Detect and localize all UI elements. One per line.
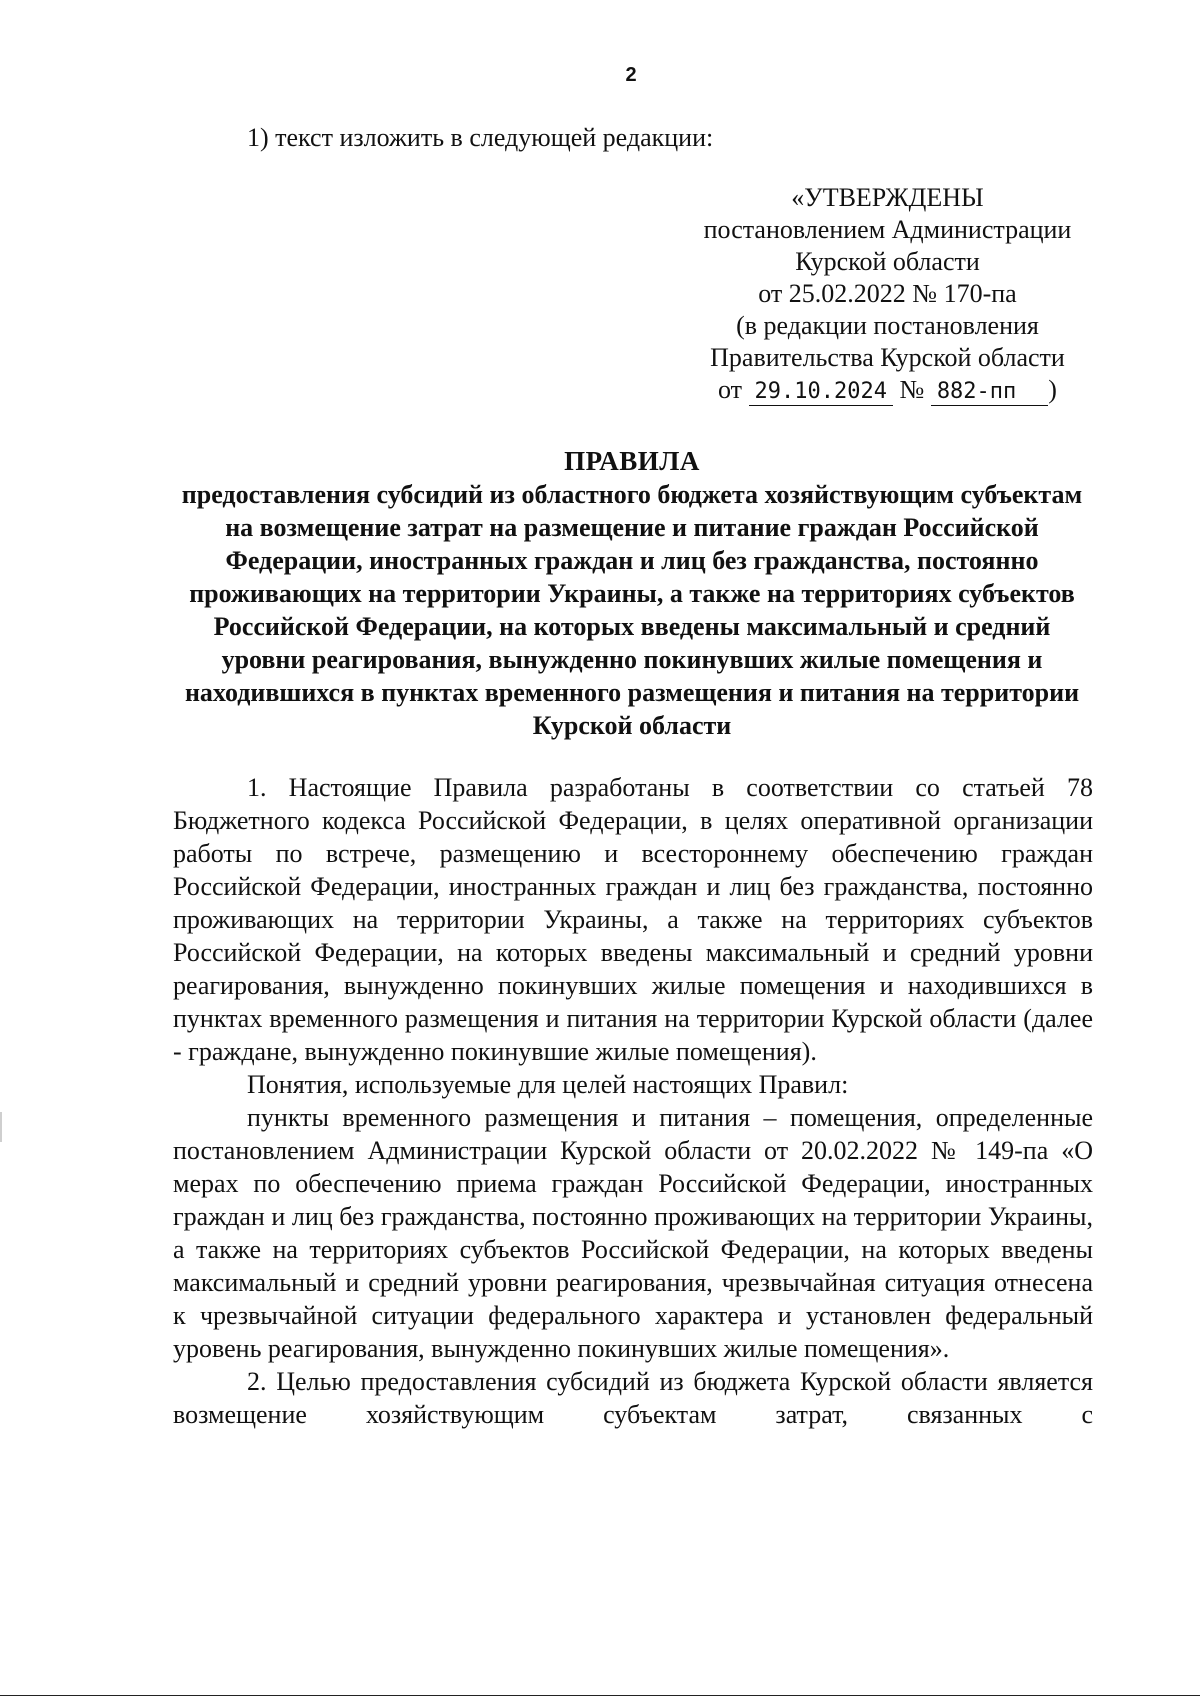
approval-stamp <box>660 182 1115 406</box>
document-body <box>173 771 1093 1431</box>
approval-line-6: Правительства Курской области <box>710 343 1065 372</box>
paragraph-1: 1. Настоящие Правила разработаны в соответствии со статьей 78 Бюджетного кодекса Российской Федерации, в целях оперативной организации работы по встрече, размещению и всестороннему обеспечению граждан Российской Федерации, иностранных граждан и лиц без гражданства, постоянно проживающих на территории Украины, а также на территориях субъектов Российской Федерации, на которых введены максимальный и средний уровни реагирования, вынужденно покинувших жилые помещения и находившихся в пунктах временного размещения и питания на территории Курской области (далее - граждане, вынужденно покинувшие жилые помещения). <box>173 773 1093 1066</box>
approval-date: 29.10.2024 <box>749 379 893 406</box>
approval-line-2: постановлением Администрации <box>703 215 1072 244</box>
approval-line-7 <box>660 374 1115 406</box>
paragraph-4: 2. Целью предоставления субсидий из бюджета Курской области является возмещение хозяйствующим субъектам затрат, связанных с <box>173 1367 1093 1429</box>
page-bottom-edge <box>0 1695 1200 1696</box>
approval-number-sign: № <box>899 375 925 404</box>
approval-line-4: от 25.02.2022 № 170-па <box>758 279 1017 308</box>
approval-line-5: (в редакции постановления <box>736 311 1039 340</box>
amendment-intro: 1) текст изложить в следующей редакции: <box>247 123 714 152</box>
document-subtitle: предоставления субсидий из областного бюджета хозяйствующим субъектам на возмещение затрат на размещение и питание граждан Российской Федерации, иностранных граждан и лиц без гражданства, постоянно проживающих на территории Украины, а также на территориях субъектов Российской Федерации, на которых введены максимальный и средний уровни реагирования, вынужденно покинувших жилые помещения и находившихся в пунктах временного размещения и питания на территории Курской области <box>181 480 1083 740</box>
approval-closing: ) <box>1048 375 1057 404</box>
scan-artifact <box>0 1112 2 1142</box>
document-title: ПРАВИЛА <box>564 446 700 476</box>
approval-line-1: «УТВЕРЖДЕНЫ <box>791 183 984 212</box>
paragraph-2: Понятия, используемые для целей настоящих Правил: <box>247 1070 849 1099</box>
page-number: 2 <box>625 64 637 86</box>
approval-line-3: Курской области <box>795 247 980 276</box>
approval-number: 882-пп <box>931 379 1048 406</box>
paragraph-3: пункты временного размещения и питания – помещения, определенные постановлением Администрации Курской области от 20.02.2022 № 149-па «О мерах по обеспечению приема граждан Российской Федерации, иностранных граждан и лиц без гражданства, постоянно проживающих на территории Украины, а также на территориях субъектов Российской Федерации, на которых введены максимальный и средний уровни реагирования, чрезвычайная ситуация отнесена к чрезвычайной ситуации федерального характера и установлен федеральный уровень реагирования, вынужденно покинувших жилые помещения». <box>173 1103 1093 1363</box>
document-title-block <box>170 444 1094 742</box>
approval-from-label: от <box>718 375 743 404</box>
